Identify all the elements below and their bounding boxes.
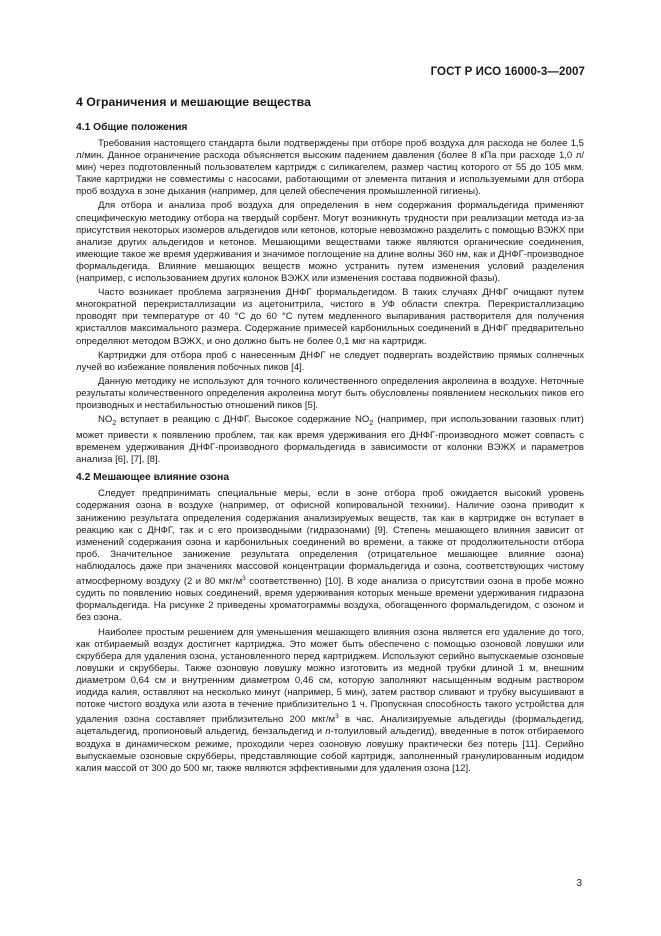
subsection-heading-4-2: 4.2 Мешающее влияние озона: [76, 472, 230, 484]
paragraph-ozone-2: Наиболее простым решением для уменьшения мешающего влияния озона является его удаление до того, как отбираемый воздух достигнет картриджа. Это может быть обеспечено с помощью озоновой ловушки или скруббера для удаления озона, установленного перед картриджем. Используют серийно выпускаемые озоновые ловушки и скрубберы. Также озоновую ловушку можно изготовить из медной трубки длиной 1 м, внешним диаметром 0,64 см и внутренним диаметром 0,46 см, которую заполняют насыщенным водным раствором иодида калия, оставляют на несколько минут (например, 5 мин), затем раствор сливают и трубку высушивают в потоке чистого воздуха или азота в течение приблизительно 1 ч. Пропускная способность такого устройства для удаления озона составляет приблизительно 200 мкг/$м^3$ в час. Анализируемые альдегиды (формальдегид, ацетальдегид, пропионовый альдегид, бензальдегид и n-толуиловый альдегид), введенные в поток отбираемого воздуха в динамическом режиме, проходили через озоновую ловушку практически без потерь [11]. Серийно выпускаемые озоновые скрубберы, представляющие собой картридж, заполненный гранулированным иодидом калия массой от 300 до 500 мг, также являются эффективными для удаления озона [12].: [76, 626, 584, 774]
subsection-heading-4-1: 4.1 Общие положения: [76, 122, 188, 133]
paragraph: Для отбора и анализа проб воздуха для определения в нем содержания формальдегида применяют специфическую методику отбора на твердый сорбент. Могут возникнуть трудности при реализации метода из-за присутствия некоторых изомеров альдегидов или кетонов, которые невозможно разделить с помощью ВЭЖХ при анализе других альдегидов и кетонов. Мешающими веществами также являются органические соединения, имеющие такое же время удерживания и значимое поглощение на длине волны 360 нм, как и ДНФГ-производное формальдегида. Влияние мешающих веществ можно устранить путем изменения условий разделения (например, с использованием других колонок ВЭЖХ или изменения состава подвижной фазы).: [76, 200, 584, 285]
page-number: 3: [576, 878, 582, 889]
page-content: [76, 95, 584, 777]
paragraph: Картриджи для отбора проб с нанесенным ДНФГ не следует подвергать воздействию прямых солнечных лучей во избежание появления побочных пиков [4].: [76, 349, 584, 373]
standard-header: ГОСТ Р ИСО 16000-3—2007: [430, 66, 585, 78]
paragraph-no2: $NO_2$ вступает в реакцию с ДНФГ. Высокое содержание $NO_2$ (например, при использовании газовых плит) может привести к появлению проблем, так как время удерживания его ДНФГ-производного может совпасть с временем удерживания ДНФГ-производного формальдегида в зависимости от колонки ВЭЖХ и параметров анализа [6], [7], [8].: [76, 414, 584, 466]
paragraph-ozone-1: Следует предпринимать специальные меры, если в зоне отбора проб ожидается высокий уровень содержания озона в воздухе (например, от офисной копировальной техники). Наличие озона приводит к занижению результата определения содержания анализируемых веществ, так как в картридже он вступает в реакцию как с ДНФГ, так и с его производными (гидразонами) [9]. Степень мешающего влияния зависит от изменений содержания озона и карбонильных соединений во времени, а также от продолжительности отбора проб. Значительное занижение результата определения (отрицательное мешающее влияние озона) наблюдалось даже при значениях массовой концентрации формальдегида и озона, соответствующих чистому атмосферному воздуху (2 и 80 мкг/$м^3$ соответственно) [10]. В ходе анализа о присутствии озона в пробе можно судить по появлению новых соединений, время удерживания которых меньше времени удерживания гидразона формальдегида. На рисунке 2 приведены хроматограммы воздуха, обогащенного формальдегидом, с озоном и без озона.: [76, 488, 584, 624]
section-heading: 4 Ограничения и мешающие вещества: [76, 95, 311, 109]
paragraph: Требования настоящего стандарта были подтверждены при отборе проб воздуха для расхода не более 1,5 л/мин. Данное ограничение расхода объясняется высоким падением давления (более 8 кПа при расходе 1,0 л/мин) через подготовленный пользователем картридж с силикагелем, размер частиц которого от 55 до 105 мкм. Такие картриджи не совместимы с насосами, работающими от элемента питания и используемыми для отбора проб воздуха в зоне дыхания (например, для целей обеспечения промышленной гигиены).: [76, 138, 584, 198]
paragraph: Часто возникает проблема загрязнения ДНФГ формальдегидом. В таких случаях ДНФГ очищают путем многократной перекристаллизации из ацетонитрила, чистого в УФ области спектра. Перекристаллизацию проводят при температуре от 40 °С до 60 °С путем медленного выпаривания растворителя для получения кристаллов максимального размера. Содержание примесей карбонильных соединений в ДНФГ предварительно определяют методом ВЭЖХ, и оно должно быть не более 0,1 мкг на картридж.: [76, 287, 584, 347]
paragraph: Данную методику не используют для точного количественного определения акролеина в воздухе. Неточные результаты количественного определения акролеина могут быть обусловлены появлением нескольких пиков его производных и нестабильностью отношений пиков [5].: [76, 375, 584, 411]
